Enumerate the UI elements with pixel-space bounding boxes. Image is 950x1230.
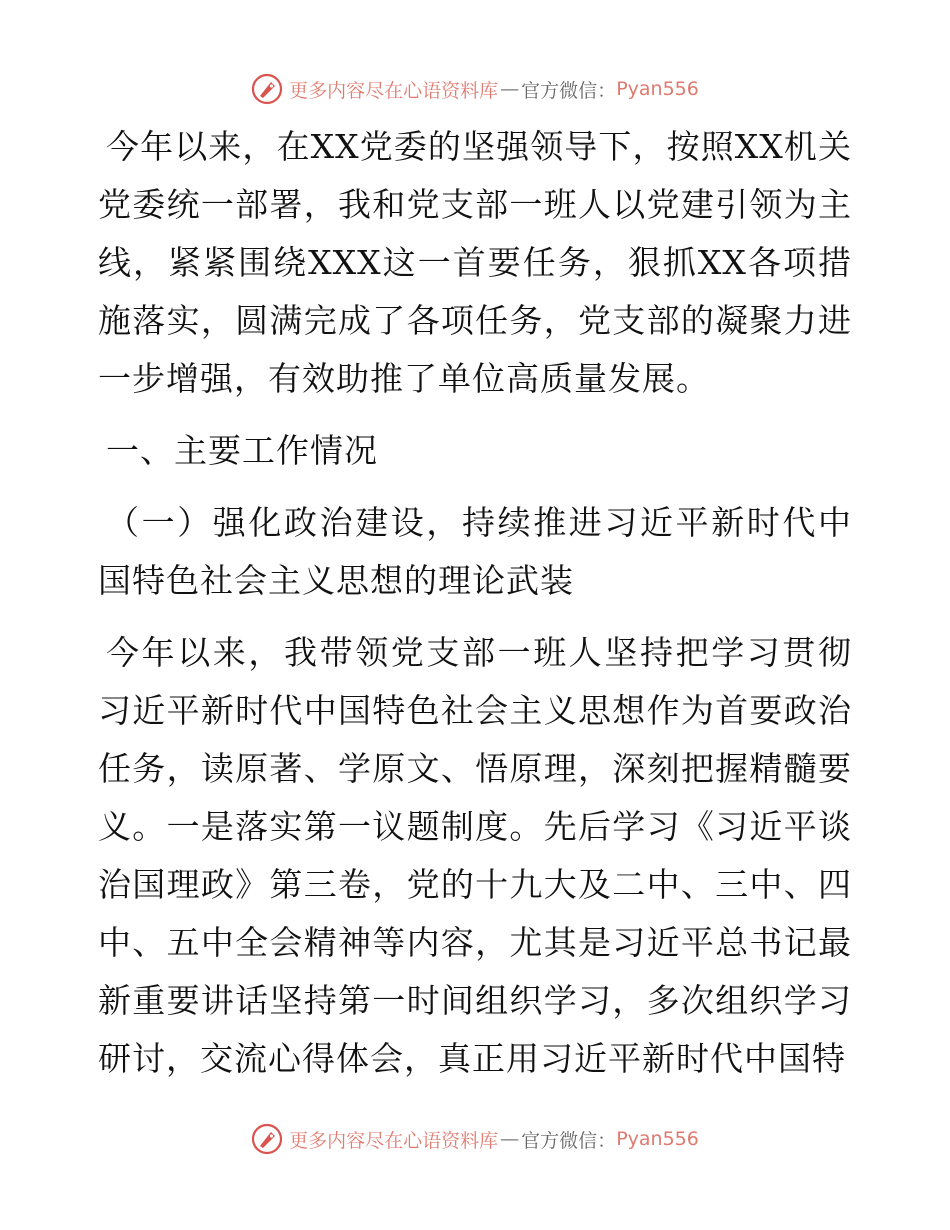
document-body xyxy=(98,118,852,1088)
watermark-text: 更多内容尽在心语资料库 xyxy=(289,1129,499,1152)
body-paragraph: 今年以来，我带领党支部一班人坚持把学习贯彻习近平新时代中国特色社会主义思想作为首要政治任务，读原著、学原文、悟原理，深刻把握精髓要义。一是落实第一议题制度。先后学习《习近平谈治国理政》第三卷，党的十九大及二中、三中、四中、五中全会精神等内容，尤其是习近平总书记最新重要讲话坚持第一时间组织学习，多次组织学习研讨，交流心得体会，真正用习近平新时代中国特 xyxy=(98,633,852,1078)
wechat-id: Pyan556 xyxy=(616,78,699,100)
pen-nib-logo-icon xyxy=(251,1123,283,1155)
wechat-id: Pyan556 xyxy=(616,1128,699,1150)
wechat-label: 官方微信： xyxy=(521,1129,617,1152)
wechat-label: 官方微信： xyxy=(521,79,617,102)
subsection-heading: （一）强化政治建设，持续推进习近平新时代中国特色社会主义思想的理论武装 xyxy=(98,503,852,600)
watermark-separator: — xyxy=(500,78,520,100)
pen-nib-logo-icon xyxy=(251,73,283,105)
section-heading: 一、主要工作情况 xyxy=(106,431,378,470)
watermark-text: 更多内容尽在心语资料库 xyxy=(289,79,499,102)
watermark-separator: — xyxy=(500,1128,520,1150)
watermark-footer xyxy=(0,1122,950,1156)
intro-paragraph: 今年以来，在XX党委的坚强领导下，按照XX机关党委统一部署，我和党支部一班人以党建引领为主线，紧紧围绕XXX这一首要任务，狠抓XX各项措施落实，圆满完成了各项任务，党支部的凝聚力进一步增强，有效助推了单位高质量发展。 xyxy=(98,127,852,398)
watermark-header xyxy=(0,72,950,106)
